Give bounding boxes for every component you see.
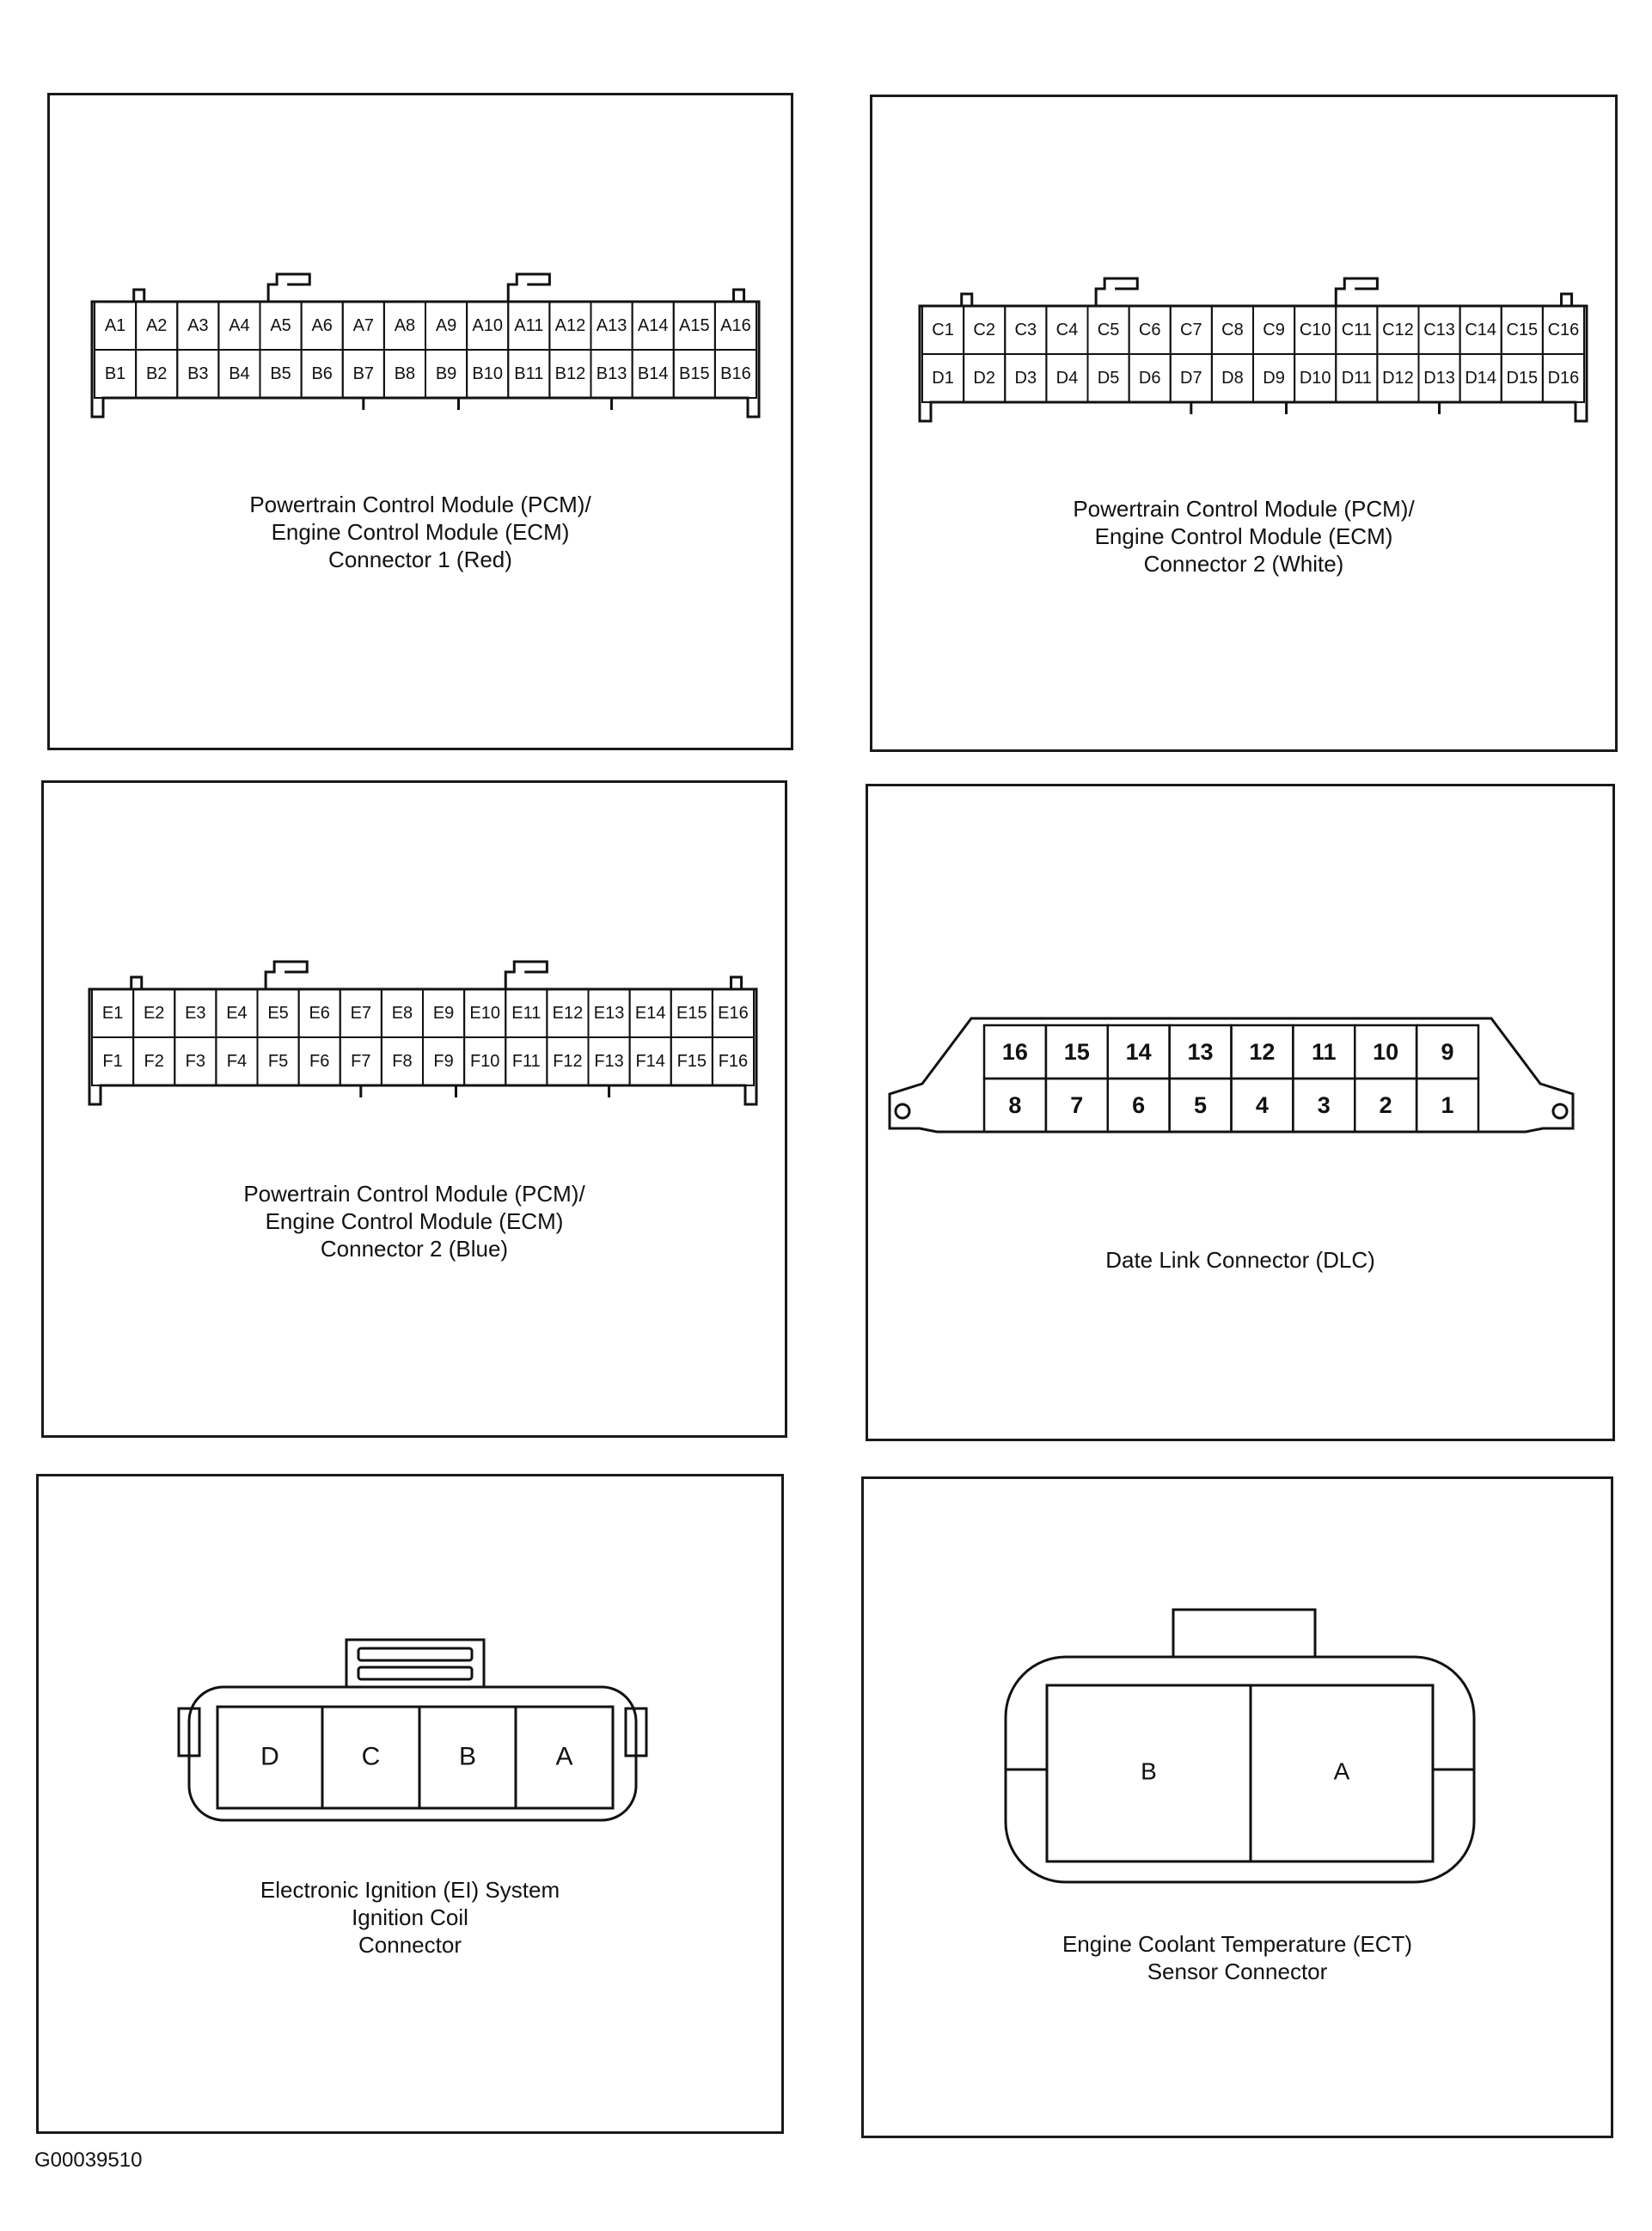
pcm-connector-2-white-panel bbox=[870, 95, 1618, 752]
ignition-coil-connector-diagram bbox=[39, 1476, 786, 2136]
pin-label: F6 bbox=[309, 1052, 330, 1071]
key-post bbox=[134, 290, 144, 302]
pin-label: D11 bbox=[1341, 369, 1372, 388]
pin-label: 8 bbox=[1008, 1092, 1022, 1118]
caption-line: Engine Control Module (ECM) bbox=[1094, 523, 1393, 549]
caption-line: Date Link Connector (DLC) bbox=[1105, 1247, 1375, 1273]
pin-label: A16 bbox=[720, 316, 751, 335]
pin-label: B bbox=[1141, 1757, 1157, 1785]
pin-label: F16 bbox=[718, 1052, 749, 1071]
latch-tab bbox=[1096, 278, 1137, 306]
pin-label: 7 bbox=[1070, 1092, 1084, 1118]
ect-sensor-caption bbox=[864, 1930, 1611, 1985]
ignition-coil-caption bbox=[39, 1876, 781, 1959]
pin-label: D1 bbox=[932, 369, 954, 388]
latch-slot bbox=[358, 1648, 472, 1660]
pin-label: A2 bbox=[145, 316, 168, 335]
key-post bbox=[962, 294, 972, 306]
pin-label: F10 bbox=[469, 1052, 500, 1071]
pin-label: 1 bbox=[1441, 1092, 1454, 1118]
pin-label: 12 bbox=[1249, 1039, 1276, 1065]
pin-label: E13 bbox=[593, 1004, 625, 1023]
pin-label: E7 bbox=[350, 1004, 372, 1023]
latch-slot bbox=[358, 1667, 472, 1679]
key-post bbox=[132, 977, 142, 989]
latch-tab bbox=[1336, 278, 1377, 306]
caption-line: Connector 2 (White) bbox=[1143, 551, 1344, 577]
pin-label: C7 bbox=[1180, 321, 1202, 339]
pin-label: C9 bbox=[1263, 321, 1285, 339]
pcm-connector-2-white-diagram bbox=[872, 97, 1620, 755]
pin-label: 4 bbox=[1255, 1092, 1269, 1118]
pin-label: D8 bbox=[1221, 369, 1244, 388]
pin-label: C13 bbox=[1423, 321, 1455, 339]
caption-line: Electronic Ignition (EI) System bbox=[260, 1877, 560, 1903]
caption-line: Engine Coolant Temperature (ECT) bbox=[1062, 1931, 1413, 1957]
pin-label: D10 bbox=[1299, 369, 1331, 388]
pin-label: 16 bbox=[1001, 1039, 1028, 1065]
pin-label: B14 bbox=[637, 364, 669, 383]
caption-line: Powertrain Control Module (PCM)/ bbox=[249, 492, 591, 517]
pin-label: B1 bbox=[104, 364, 126, 383]
latch-tab bbox=[268, 274, 309, 302]
key-post bbox=[734, 290, 744, 302]
pin-label: 13 bbox=[1187, 1039, 1214, 1065]
pin-label: D12 bbox=[1382, 369, 1414, 388]
pin-label: D7 bbox=[1180, 369, 1202, 388]
pin-label: A4 bbox=[229, 316, 250, 335]
pin-label: E11 bbox=[511, 1004, 541, 1023]
pin-label: B3 bbox=[187, 364, 209, 383]
pin-label: B6 bbox=[311, 364, 333, 383]
pin-label: C12 bbox=[1382, 321, 1414, 339]
pin-label: C11 bbox=[1341, 321, 1372, 339]
pin-label: 15 bbox=[1063, 1039, 1090, 1065]
pin-label: 11 bbox=[1312, 1039, 1337, 1065]
pin-label: D6 bbox=[1138, 369, 1161, 388]
caption-line: Connector 1 (Red) bbox=[328, 547, 512, 572]
pin-label: A13 bbox=[596, 316, 627, 335]
ect-sensor-connector-panel bbox=[861, 1476, 1613, 2138]
pin-label: B bbox=[458, 1742, 477, 1771]
pin-label: F7 bbox=[351, 1052, 371, 1071]
key-post bbox=[731, 977, 742, 989]
pin-label: B5 bbox=[270, 364, 291, 383]
pin-label: C8 bbox=[1221, 321, 1244, 339]
pin-label: A14 bbox=[637, 316, 669, 335]
figure-id: G00039510 bbox=[34, 2148, 143, 2172]
pin-label: B15 bbox=[679, 364, 710, 383]
pin-label: C5 bbox=[1097, 321, 1120, 339]
pin-label: F13 bbox=[594, 1052, 624, 1071]
pin-label: D4 bbox=[1055, 369, 1079, 388]
pin-label: A15 bbox=[679, 316, 710, 335]
ect-sensor-connector-diagram bbox=[864, 1479, 1616, 2141]
mounting-hole bbox=[896, 1104, 909, 1118]
pin-label: C2 bbox=[973, 321, 995, 339]
pin-label: A12 bbox=[554, 316, 586, 335]
pin-label: E1 bbox=[101, 1004, 124, 1023]
pin-label: A bbox=[1333, 1757, 1350, 1785]
pin-label: E5 bbox=[267, 1004, 289, 1023]
pcm-connector-1-caption bbox=[50, 491, 791, 573]
pin-label: D15 bbox=[1506, 369, 1539, 388]
pcm-connector-2-white-caption bbox=[872, 495, 1615, 578]
pin-label: 5 bbox=[1194, 1092, 1208, 1118]
caption-line: Ignition Coil bbox=[352, 1904, 468, 1930]
pin-label: 10 bbox=[1373, 1039, 1399, 1065]
pin-label: D13 bbox=[1423, 369, 1455, 388]
pin-label: E4 bbox=[226, 1004, 248, 1023]
pin-label: A6 bbox=[311, 316, 333, 335]
pin-label: B12 bbox=[554, 364, 586, 383]
pin-label: E6 bbox=[309, 1004, 330, 1023]
pin-label: E10 bbox=[469, 1004, 500, 1023]
dlc-caption bbox=[868, 1246, 1612, 1274]
pin-label: F5 bbox=[267, 1052, 289, 1071]
caption-line: Engine Control Module (ECM) bbox=[271, 519, 570, 545]
pin-label: E9 bbox=[432, 1004, 455, 1023]
caption-line: Sensor Connector bbox=[1147, 1959, 1328, 1984]
pin-label: E2 bbox=[143, 1004, 165, 1023]
pin-label: D14 bbox=[1465, 369, 1497, 388]
pin-label: C1 bbox=[932, 321, 954, 339]
pin-label: B7 bbox=[352, 364, 375, 383]
pin-label: A5 bbox=[270, 316, 291, 335]
pin-label: B4 bbox=[229, 364, 250, 383]
pin-label: 6 bbox=[1132, 1092, 1146, 1118]
pin-label: F9 bbox=[433, 1052, 454, 1071]
caption-line: Powertrain Control Module (PCM)/ bbox=[243, 1181, 585, 1207]
pin-label: A7 bbox=[352, 316, 375, 335]
pin-label: F2 bbox=[144, 1052, 164, 1071]
pin-label: F3 bbox=[185, 1052, 205, 1071]
pin-label: E3 bbox=[185, 1004, 206, 1023]
pin-label: D16 bbox=[1547, 369, 1580, 388]
pcm-connector-2-blue-diagram bbox=[44, 783, 790, 1440]
pin-label: 3 bbox=[1317, 1092, 1331, 1118]
pin-label: A10 bbox=[472, 316, 503, 335]
connector-body bbox=[1006, 1657, 1474, 1882]
pin-label: E12 bbox=[552, 1004, 584, 1023]
pin-label: E14 bbox=[634, 1004, 666, 1023]
caption-line: Connector bbox=[358, 1932, 462, 1958]
pin-label: F14 bbox=[635, 1052, 665, 1071]
pcm-connector-1-diagram bbox=[50, 95, 796, 753]
mounting-hole bbox=[1553, 1104, 1567, 1118]
pin-label: F15 bbox=[676, 1052, 707, 1071]
pcm-connector-1-panel bbox=[47, 93, 793, 750]
pin-label: F12 bbox=[553, 1052, 583, 1071]
pin-label: C bbox=[361, 1742, 381, 1771]
pin-label: A8 bbox=[394, 316, 416, 335]
pin-label: A9 bbox=[435, 316, 457, 335]
pin-label: C14 bbox=[1465, 321, 1497, 339]
pin-label: A11 bbox=[514, 316, 544, 335]
pin-label: A3 bbox=[187, 316, 209, 335]
pin-label: D9 bbox=[1263, 369, 1285, 388]
pin-label: E8 bbox=[391, 1004, 413, 1023]
pin-label: F11 bbox=[511, 1052, 541, 1071]
pin-label: F8 bbox=[392, 1052, 413, 1071]
pin-label: C10 bbox=[1299, 321, 1331, 339]
pin-label: B2 bbox=[145, 364, 168, 383]
latch-tab bbox=[505, 962, 547, 989]
pin-label: F1 bbox=[102, 1052, 123, 1071]
pin-label: D3 bbox=[1014, 369, 1037, 388]
pcm-connector-2-blue-panel bbox=[41, 780, 787, 1438]
pin-label: D5 bbox=[1097, 369, 1120, 388]
pin-label: 9 bbox=[1441, 1039, 1454, 1065]
pin-label: A bbox=[555, 1742, 573, 1771]
pin-label: C16 bbox=[1547, 321, 1580, 339]
key-post bbox=[1562, 294, 1572, 306]
pin-label: C3 bbox=[1014, 321, 1037, 339]
caption-line: Powertrain Control Module (PCM)/ bbox=[1073, 496, 1415, 522]
pin-label: B10 bbox=[472, 364, 503, 383]
dlc-diagram bbox=[868, 786, 1618, 1444]
latch bbox=[1173, 1610, 1315, 1657]
pin-label: C6 bbox=[1138, 321, 1161, 339]
pin-label: A1 bbox=[104, 316, 126, 335]
ignition-coil-connector-panel bbox=[36, 1474, 784, 2134]
caption-line: Engine Control Module (ECM) bbox=[265, 1208, 564, 1234]
pin-label: E15 bbox=[676, 1004, 707, 1023]
caption-line: Connector 2 (Blue) bbox=[320, 1236, 509, 1262]
pin-label: B13 bbox=[596, 364, 627, 383]
pin-label: D2 bbox=[973, 369, 995, 388]
pin-label: E16 bbox=[718, 1004, 749, 1023]
pin-label: 2 bbox=[1379, 1092, 1392, 1118]
pin-label: B9 bbox=[435, 364, 457, 383]
pin-label: C4 bbox=[1055, 321, 1079, 339]
pin-label: 14 bbox=[1125, 1039, 1152, 1065]
pin-label: F4 bbox=[226, 1052, 248, 1071]
pin-label: C15 bbox=[1506, 321, 1539, 339]
pin-label: B8 bbox=[394, 364, 416, 383]
pcm-connector-2-blue-caption bbox=[44, 1180, 785, 1262]
latch-tab bbox=[508, 274, 549, 302]
pin-label: B11 bbox=[514, 364, 544, 383]
pin-label: D bbox=[260, 1742, 279, 1771]
pin-label: B16 bbox=[720, 364, 751, 383]
dlc-panel bbox=[866, 784, 1615, 1441]
latch-tab bbox=[266, 962, 307, 989]
